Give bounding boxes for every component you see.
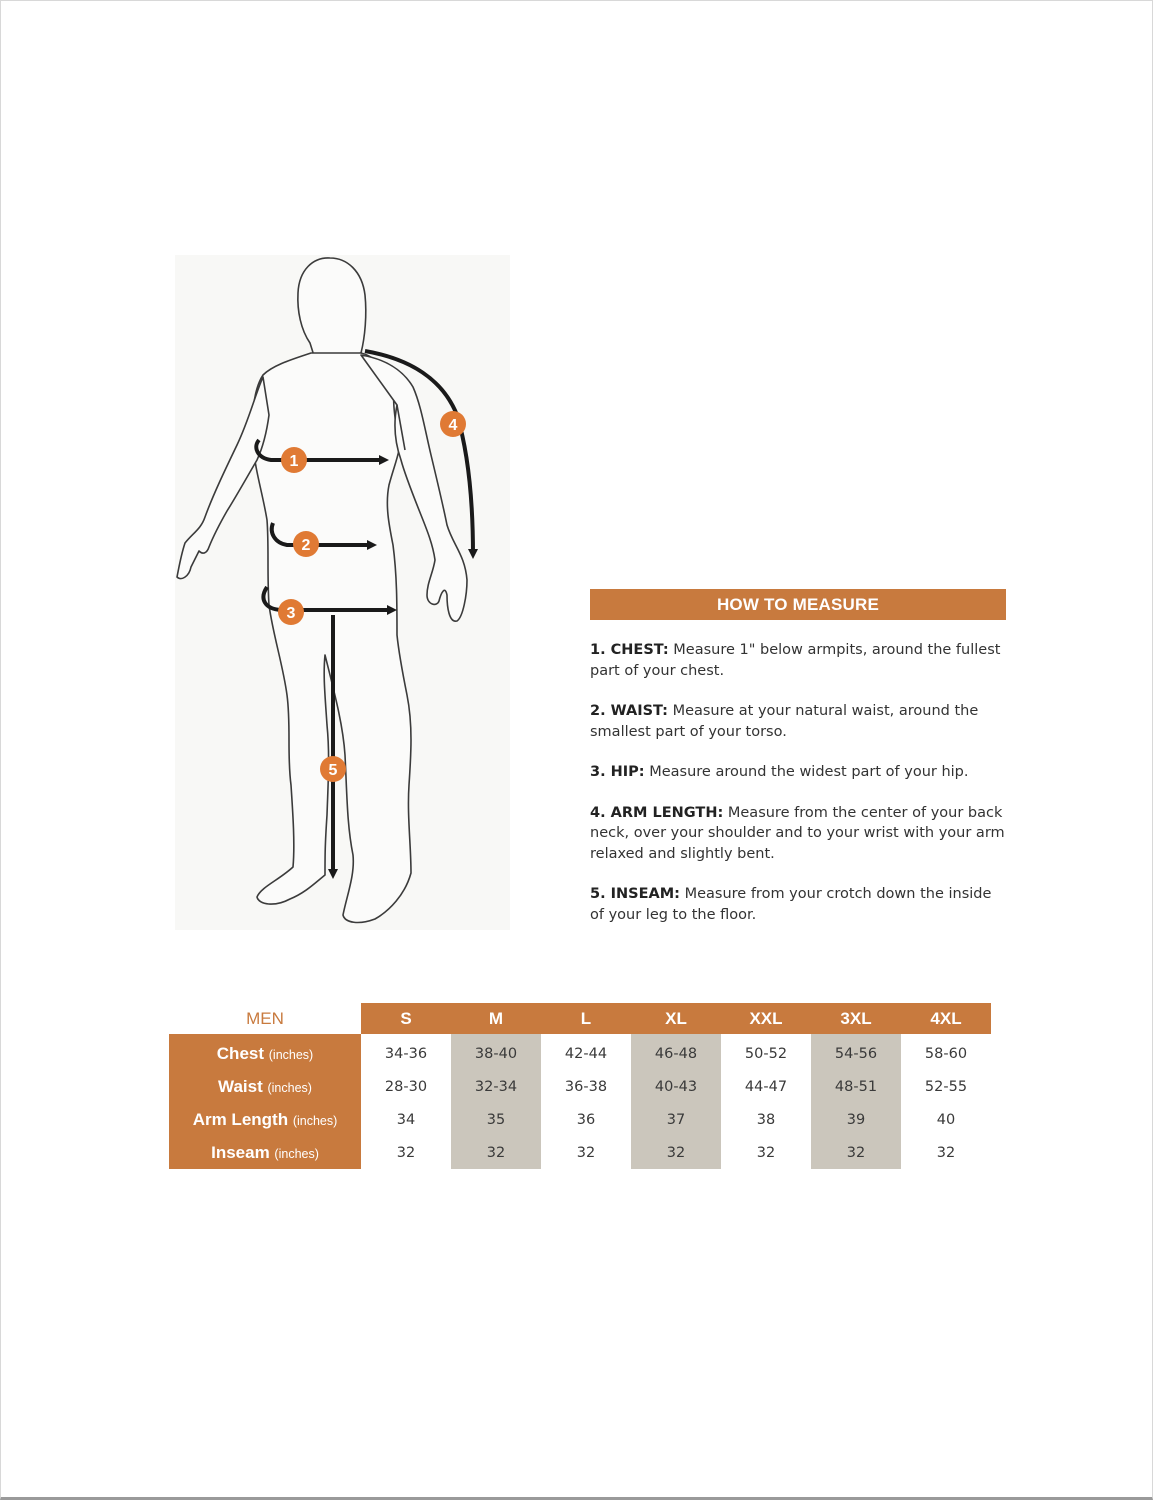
size-cell: 34 <box>361 1103 451 1136</box>
size-cell: 50-52 <box>721 1034 811 1070</box>
size-chart-table <box>169 1003 991 1169</box>
size-header-row <box>169 1003 991 1034</box>
size-cell: 34-36 <box>361 1034 451 1070</box>
measure-item-hip <box>590 762 1006 783</box>
size-cell: 37 <box>631 1103 721 1136</box>
size-cell: 40-43 <box>631 1070 721 1103</box>
size-cell: 39 <box>811 1103 901 1136</box>
measure-text: Measure 1" below armpits, around the fullest part of your chest. <box>590 642 1001 679</box>
row-label-name: Arm Length <box>192 1109 289 1129</box>
size-cell: 44-47 <box>721 1070 811 1103</box>
size-header-3xl: 3XL <box>811 1003 901 1034</box>
row-label-name: Chest <box>216 1043 265 1063</box>
measure-text: Measure around the widest part of your hip. <box>649 764 969 780</box>
body-figure-svg <box>175 255 510 930</box>
size-row-arm-length <box>169 1103 991 1136</box>
how-to-measure-title: HOW TO MEASURE <box>590 589 1006 620</box>
row-label-unit: (inches) <box>274 1146 319 1161</box>
measure-item-chest <box>590 640 1006 681</box>
measure-label: 4. ARM LENGTH: <box>590 804 724 821</box>
measure-item-arm-length <box>590 803 1006 865</box>
row-label-name: Waist <box>218 1076 263 1096</box>
row-label <box>169 1103 361 1136</box>
men-corner-label: MEN <box>169 1003 361 1034</box>
body-figure-illustration <box>175 255 510 930</box>
measure-item-inseam <box>590 884 1006 925</box>
size-cell: 32 <box>361 1136 451 1169</box>
size-cell: 38 <box>721 1103 811 1136</box>
marker-4-label: 4 <box>448 417 458 434</box>
how-to-measure-section <box>590 589 1006 925</box>
marker-3-label: 3 <box>286 605 296 622</box>
size-cell: 32 <box>541 1136 631 1169</box>
measure-label: 5. INSEAM: <box>590 886 680 902</box>
size-header-xl: XL <box>631 1003 721 1034</box>
measure-text: Measure from your crotch down the inside of your leg to the floor. <box>590 886 992 923</box>
size-cell: 40 <box>901 1103 991 1136</box>
row-label <box>169 1070 361 1103</box>
size-cell: 35 <box>451 1103 541 1136</box>
measure-item-waist <box>590 701 1006 742</box>
measure-label: 3. HIP: <box>590 764 645 780</box>
size-cell: 32 <box>811 1136 901 1169</box>
size-row-chest <box>169 1034 991 1070</box>
size-cell: 46-48 <box>631 1034 721 1070</box>
measure-text: Measure from the center of your back neck, over your shoulder and to your wrist with your arm relaxed and slightly bent. <box>590 804 1005 862</box>
size-row-inseam <box>169 1136 991 1169</box>
size-cell: 52-55 <box>901 1070 991 1103</box>
mannequin-silhouette <box>177 258 467 923</box>
row-label-unit: (inches) <box>268 1047 314 1062</box>
size-row-waist <box>169 1070 991 1103</box>
size-cell: 28-30 <box>361 1070 451 1103</box>
size-header-m: M <box>451 1003 541 1034</box>
size-header-4xl: 4XL <box>901 1003 991 1034</box>
marker-2-label: 2 <box>301 537 311 554</box>
size-cell: 32 <box>631 1136 721 1169</box>
row-label-name: Inseam <box>211 1142 270 1162</box>
marker-1-label: 1 <box>289 453 299 470</box>
size-cell: 32 <box>901 1136 991 1169</box>
size-cell: 42-44 <box>541 1034 631 1070</box>
size-cell: 54-56 <box>811 1034 901 1070</box>
size-header-s: S <box>361 1003 451 1034</box>
size-header-l: L <box>541 1003 631 1034</box>
size-cell: 58-60 <box>901 1034 991 1070</box>
size-cell: 36-38 <box>541 1070 631 1103</box>
size-cell: 36 <box>541 1103 631 1136</box>
size-cell: 32 <box>451 1136 541 1169</box>
measure-text: Measure at your natural waist, around the smallest part of your torso. <box>590 703 979 740</box>
size-cell: 38-40 <box>451 1034 541 1070</box>
row-label <box>169 1136 361 1169</box>
size-cell: 32-34 <box>451 1070 541 1103</box>
size-header-xxl: XXL <box>721 1003 811 1034</box>
row-label-unit: (inches) <box>267 1080 312 1095</box>
measure-label: 1. CHEST: <box>590 642 669 658</box>
marker-5-label: 5 <box>328 762 338 779</box>
size-chart-body <box>169 1034 991 1169</box>
row-label <box>169 1034 361 1070</box>
measure-label: 2. WAIST: <box>590 703 668 719</box>
row-label-unit: (inches) <box>292 1113 338 1128</box>
size-cell: 32 <box>721 1136 811 1169</box>
size-cell: 48-51 <box>811 1070 901 1103</box>
